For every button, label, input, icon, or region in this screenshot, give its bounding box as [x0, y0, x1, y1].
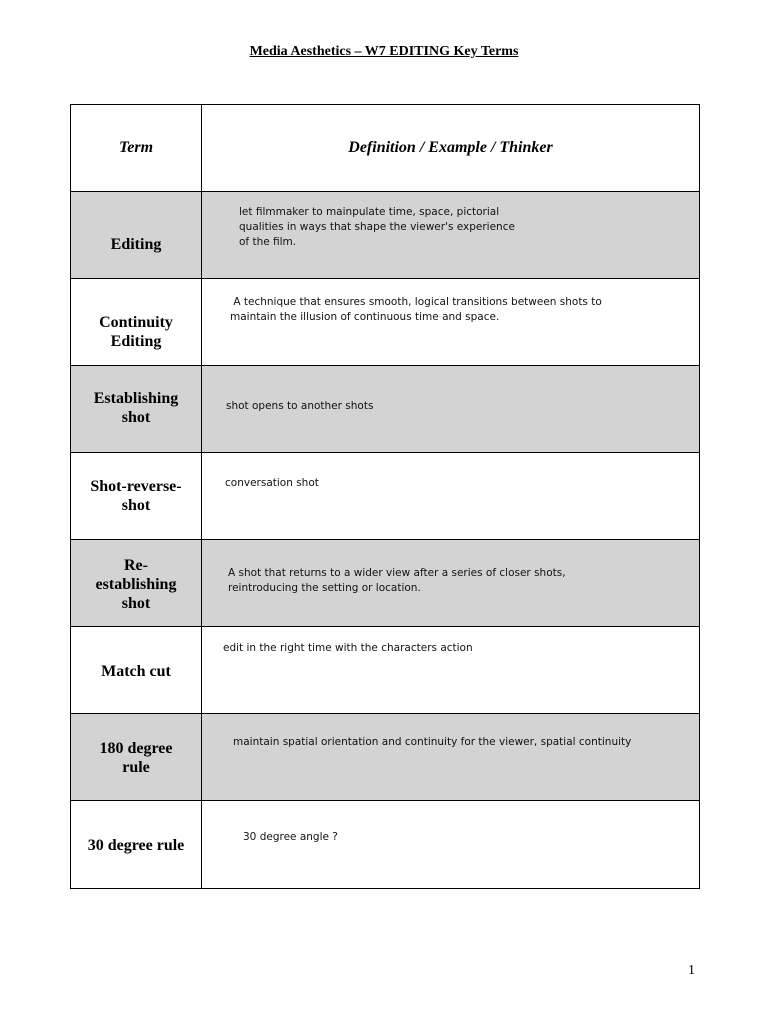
term-text: 30 degree rule	[87, 837, 185, 854]
term-text: 180 degree rule	[99, 740, 173, 776]
table-header-row	[71, 105, 700, 192]
term-text: Continuity Editing	[99, 314, 173, 350]
definition-text: let filmmaker to mainpulate time, space, pictorial qualities in ways that shape the viewer's experience of the film.	[239, 206, 515, 248]
definition-text: conversation shot	[225, 477, 319, 489]
term-text: Editing	[110, 235, 162, 253]
term-cell-match-cut	[71, 627, 202, 714]
definition-column-header: Definition / Example / Thinker	[202, 105, 700, 192]
definition-cell-continuity-editing	[202, 279, 700, 366]
definition-text: edit in the right time with the characters action	[223, 642, 473, 654]
term-cell-continuity-editing	[71, 279, 202, 366]
term-cell-shot-reverse-shot	[71, 453, 202, 540]
table-row	[71, 714, 700, 801]
term-cell-establishing-shot	[71, 366, 202, 453]
term-cell-editing	[71, 192, 202, 279]
table-row	[71, 801, 700, 889]
definition-cell-establishing-shot	[202, 366, 700, 453]
definition-text: A technique that ensures smooth, logical transitions between shots to maintain the illusion of continuous time and space.	[230, 296, 602, 323]
term-text: Shot-reverse- shot	[90, 477, 182, 514]
table-row	[71, 453, 700, 540]
definition-cell-match-cut	[202, 627, 700, 714]
page-number: 1	[688, 963, 695, 978]
definition-cell-180-degree-rule	[202, 714, 700, 801]
definition-text: 30 degree angle ?	[243, 831, 338, 843]
term-text: Establishing shot	[93, 389, 179, 426]
term-cell-re-establishing-shot	[71, 540, 202, 627]
definition-cell-editing	[202, 192, 700, 279]
term-column-header: Term	[71, 105, 202, 192]
document-title-text: Media Aesthetics – W7 EDITING Key Terms	[249, 44, 519, 59]
term-text: Match cut	[101, 662, 171, 680]
term-cell-30-degree-rule	[71, 801, 202, 889]
key-terms-table	[70, 104, 700, 889]
definition-cell-shot-reverse-shot	[202, 453, 700, 540]
table-row	[71, 192, 700, 279]
definition-text: shot opens to another shots	[226, 400, 374, 412]
table-row	[71, 540, 700, 627]
table-row	[71, 627, 700, 714]
definition-text: maintain spatial orientation and continuity for the viewer, spatial continuity	[233, 736, 632, 748]
table-row	[71, 366, 700, 453]
document-title	[0, 44, 768, 60]
definition-cell-re-establishing-shot	[202, 540, 700, 627]
definition-cell-30-degree-rule	[202, 801, 700, 889]
term-cell-180-degree-rule	[71, 714, 202, 801]
definition-text: A shot that returns to a wider view after a series of closer shots, reintroducing the setting or location.	[228, 567, 566, 594]
term-text: Re- establishing shot	[95, 556, 177, 612]
table-row	[71, 279, 700, 366]
